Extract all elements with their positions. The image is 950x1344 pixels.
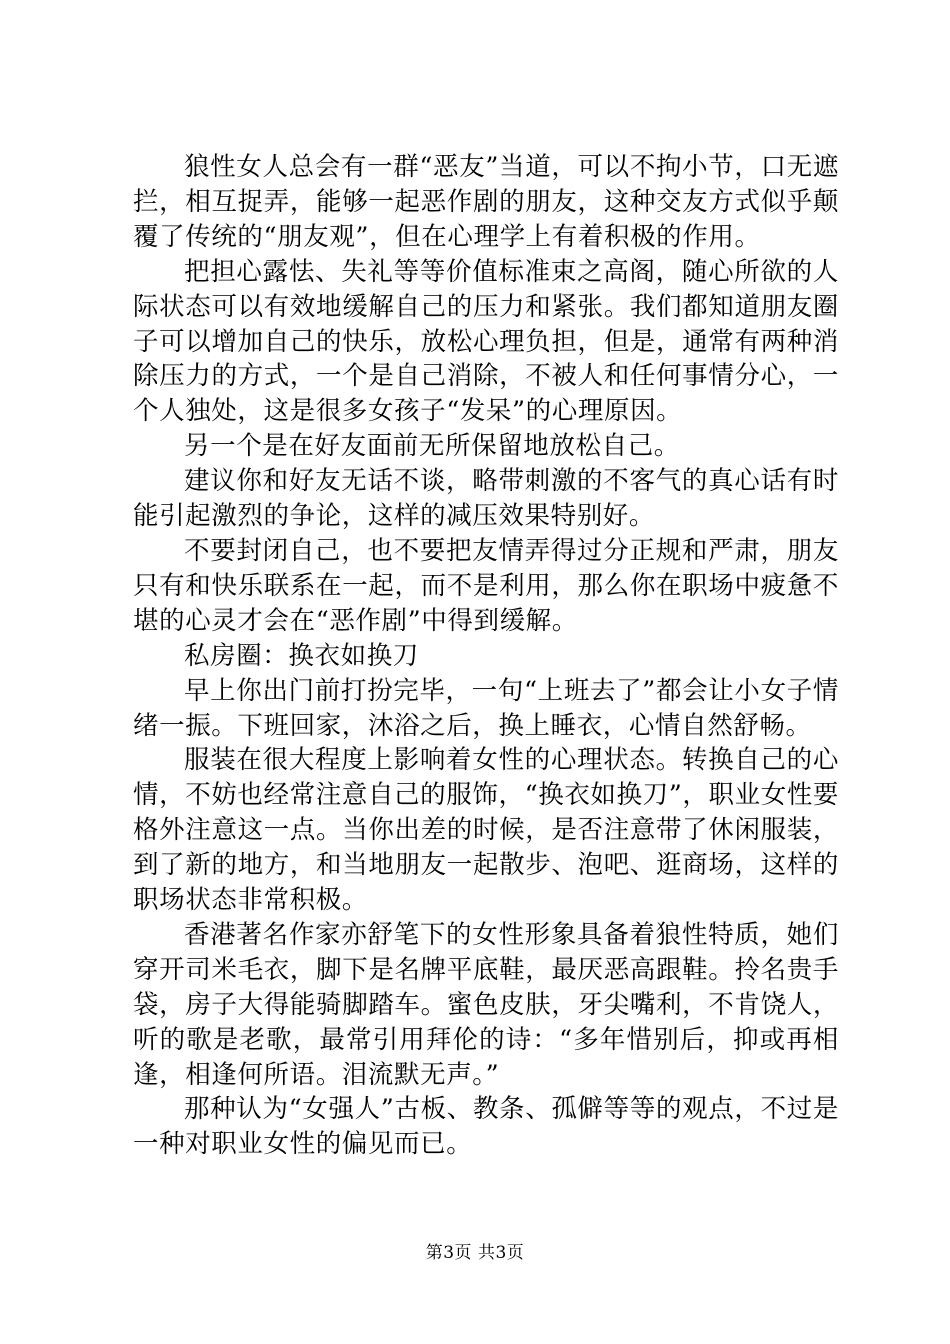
- paragraph: 把担心露怯、失礼等等价值标准束之高阁，随心所欲的人际状态可以有效地缓解自己的压力和紧张。我们都知道朋友圈子可以增加自己的快乐，放松心理负担，但是，通常有两种消除压力的方式，一个是自己消除，不被人和任何事情分心，一个人独处，这是很多女孩子“发呆”的心理原因。: [133, 256, 839, 427]
- paragraph: 早上你出门前打扮完毕，一句“上班去了”都会让小女子情绪一振。下班回家，沐浴之后，换上睡衣，心情自然舒畅。: [133, 675, 839, 741]
- section-heading: 私房圈：换衣如换刀: [184, 640, 419, 671]
- paragraph: 狼性女人总会有一群“恶友”当道，可以不拘小节，口无遮拦，相互捉弄，能够一起恶作剧的朋友，这种交友方式似乎颠覆了传统的“朋友观”，但在心理学上有着积极的作用。: [133, 152, 839, 252]
- document-body: [133, 150, 839, 1162]
- paragraph: 另一个是在好友面前无所保留地放松自己。: [184, 431, 680, 462]
- paragraph: 香港著名作家亦舒笔下的女性形象具备着狼性特质，她们穿开司米毛衣，脚下是名牌平底鞋，最厌恶高跟鞋。拎名贵手袋，房子大得能骑脚踏车。蜜色皮肤，牙尖嘴利，不肯饶人，听的歌是老歌，最常引用拜伦的诗：“多年惜别后，抑或再相逢，相逢何所语。泪流默无声。”: [133, 919, 839, 1090]
- paragraph: 那种认为“女强人”古板、教条、孤僻等等的观点，不过是一种对职业女性的偏见而已。: [133, 1094, 839, 1160]
- paragraph: 服装在很大程度上影响着女性的心理状态。转换自己的心情，不妨也经常注意自己的服饰，“换衣如换刀”，职业女性要格外注意这一点。当你出差的时候，是否注意带了休闲服装，到了新的地方，和当地朋友一起散步、泡吧、逛商场，这样的职场状态非常积极。: [133, 745, 839, 916]
- paragraph: 不要封闭自己，也不要把友情弄得过分正规和严肃，朋友只有和快乐联系在一起，而不是利用，那么你在职场中疲惫不堪的心灵才会在“恶作剧”中得到缓解。: [133, 535, 839, 636]
- paragraph: 建议你和好友无话不谈，略带刺激的不客气的真心话有时能引起激烈的争论，这样的减压效果特别好。: [133, 466, 839, 532]
- page-number-footer: 第3页 共3页: [425, 1243, 525, 1263]
